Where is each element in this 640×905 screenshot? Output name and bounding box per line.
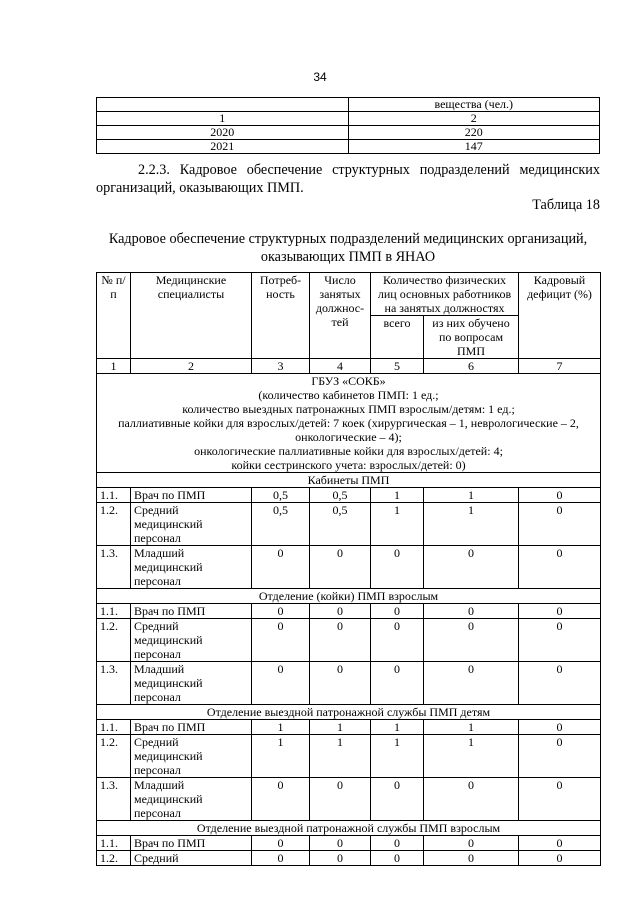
row-total: 1 [371,503,424,546]
top-table [96,97,600,154]
table-row [97,98,600,112]
row-num: 1.3. [97,546,131,589]
table-title [96,230,600,266]
column-number: 3 [252,359,310,374]
table-cell: 1 [97,112,349,126]
table-cell: 220 [348,126,600,140]
row-occupied: 0,5 [310,488,371,503]
row-num: 1.1. [97,488,131,503]
row-num: 1.3. [97,778,131,821]
row-total: 1 [371,735,424,778]
table-row [97,488,601,503]
row-num: 1.2. [97,735,131,778]
row-occupied: 1 [310,720,371,735]
table-row [97,546,601,589]
row-total: 1 [371,720,424,735]
row-need: 0 [252,619,310,662]
row-total: 0 [371,619,424,662]
row-deficit: 0 [519,662,601,705]
section-title: Кабинеты ПМП [97,473,601,488]
row-trained: 0 [424,851,519,866]
section-paragraph: 2.2.3. Кадровое обеспечение структурных подразделений медицинских организаций, оказывающих ПМП. [96,162,600,196]
table-title-line: Кадровое обеспечение структурных подразделений медицинских организаций, [108,231,588,247]
section-title: Отделение выездной патронажной службы ПМП взрослым [97,821,601,836]
row-total: 1 [371,488,424,503]
row-deficit: 0 [519,836,601,851]
column-number-row [97,359,601,374]
row-deficit: 0 [519,503,601,546]
header-total: всего [371,316,424,359]
section-row [97,473,601,488]
row-need: 0,5 [252,488,310,503]
row-occupied: 0 [310,836,371,851]
row-specialist: Врач по ПМП [131,604,252,619]
row-total: 0 [371,778,424,821]
table-cell: 2021 [97,140,349,154]
row-total: 0 [371,662,424,705]
row-specialist: Средний медицинский персонал [131,735,252,778]
header-occupied: Число занятых должнос-тей [310,273,371,359]
row-occupied: 0 [310,604,371,619]
row-deficit: 0 [519,778,601,821]
column-number: 1 [97,359,131,374]
row-need: 0,5 [252,503,310,546]
column-number: 2 [131,359,252,374]
row-total: 0 [371,546,424,589]
row-specialist: Младший медицинский персонал [131,662,252,705]
row-occupied: 0,5 [310,503,371,546]
row-trained: 1 [424,488,519,503]
row-num: 1.3. [97,662,131,705]
staffing-table [96,272,601,866]
row-need: 0 [252,604,310,619]
section-title: Отделение выездной патронажной службы ПМП детям [97,705,601,720]
org-line: ГБУЗ «СОКБ» [311,374,386,388]
row-specialist: Средний медицинский персонал [131,503,252,546]
row-specialist: Средний медицинский персонал [131,619,252,662]
table-cell: 147 [348,140,600,154]
org-line: онкологические паллиативные койки для взрослых/детей: 4; [194,444,503,458]
table-row [97,735,601,778]
row-trained: 1 [424,735,519,778]
row-deficit: 0 [519,851,601,866]
row-trained: 1 [424,503,519,546]
table-row [97,503,601,546]
row-occupied: 0 [310,778,371,821]
row-occupied: 0 [310,546,371,589]
row-deficit: 0 [519,546,601,589]
row-num: 1.2. [97,619,131,662]
table-cell: 2020 [97,126,349,140]
row-trained: 1 [424,720,519,735]
header-row [97,273,601,316]
table-row [97,604,601,619]
row-deficit: 0 [519,735,601,778]
row-need: 0 [252,778,310,821]
header-need: Потреб-ность [252,273,310,359]
table-row [97,778,601,821]
section-title: Отделение (койки) ПМП взрослым [97,589,601,604]
org-line: количество выездных патронажных ПМП взрослым/детям: 1 ед.; [182,402,515,416]
row-need: 0 [252,546,310,589]
row-specialist: Врач по ПМП [131,488,252,503]
table-row [97,851,601,866]
column-number: 7 [519,359,601,374]
row-occupied: 0 [310,662,371,705]
table-cell: вещества (чел.) [348,98,600,112]
row-num: 1.1. [97,836,131,851]
row-need: 0 [252,836,310,851]
row-occupied: 1 [310,735,371,778]
page-number: 34 [313,70,327,84]
row-need: 1 [252,735,310,778]
row-deficit: 0 [519,604,601,619]
header-trained: из них обучено по вопросам ПМП [424,316,519,359]
org-info [97,374,601,473]
header-count: Количество физических лиц основных работников на занятых должностях [371,273,519,316]
row-num: 1.1. [97,604,131,619]
section-row [97,705,601,720]
row-occupied: 0 [310,851,371,866]
column-number: 6 [424,359,519,374]
table-row [97,112,600,126]
row-num: 1.2. [97,503,131,546]
row-occupied: 0 [310,619,371,662]
row-need: 0 [252,662,310,705]
row-trained: 0 [424,619,519,662]
row-specialist: Младший медицинский персонал [131,778,252,821]
row-num: 1.1. [97,720,131,735]
org-line: (количество кабинетов ПМП: 1 ед.; [258,388,439,402]
table-row [97,126,600,140]
org-line: паллиативные койки для взрослых/детей: 7 коек (хирургическая – 1, неврологические – 2, онкологические – 4); [118,416,579,444]
header-spec: Медицинские специалисты [131,273,252,359]
table-number: Таблица 18 [532,197,600,213]
table-row [97,720,601,735]
row-deficit: 0 [519,488,601,503]
table-row [97,836,601,851]
table-title-line: оказывающих ПМП в ЯНАО [260,249,436,265]
row-trained: 0 [424,546,519,589]
section-row [97,589,601,604]
row-total: 0 [371,604,424,619]
row-total: 0 [371,851,424,866]
org-row [97,374,601,473]
org-line: койки сестринского учета: взрослых/детей: 0) [231,458,466,472]
table-row [97,619,601,662]
row-specialist: Врач по ПМП [131,720,252,735]
row-need: 0 [252,851,310,866]
row-trained: 0 [424,778,519,821]
row-specialist: Младший медицинский персонал [131,546,252,589]
row-trained: 0 [424,662,519,705]
section-row [97,821,601,836]
column-number: 4 [310,359,371,374]
table-row [97,140,600,154]
row-trained: 0 [424,836,519,851]
column-number: 5 [371,359,424,374]
header-deficit: Кадровый дефицит (%) [519,273,601,359]
row-deficit: 0 [519,720,601,735]
table-cell: 2 [348,112,600,126]
row-deficit: 0 [519,619,601,662]
table-cell [97,98,349,112]
row-trained: 0 [424,604,519,619]
row-num: 1.2. [97,851,131,866]
header-num: № п/п [97,273,131,359]
row-need: 1 [252,720,310,735]
row-total: 0 [371,836,424,851]
row-specialist: Средний [131,851,252,866]
table-row [97,662,601,705]
row-specialist: Врач по ПМП [131,836,252,851]
